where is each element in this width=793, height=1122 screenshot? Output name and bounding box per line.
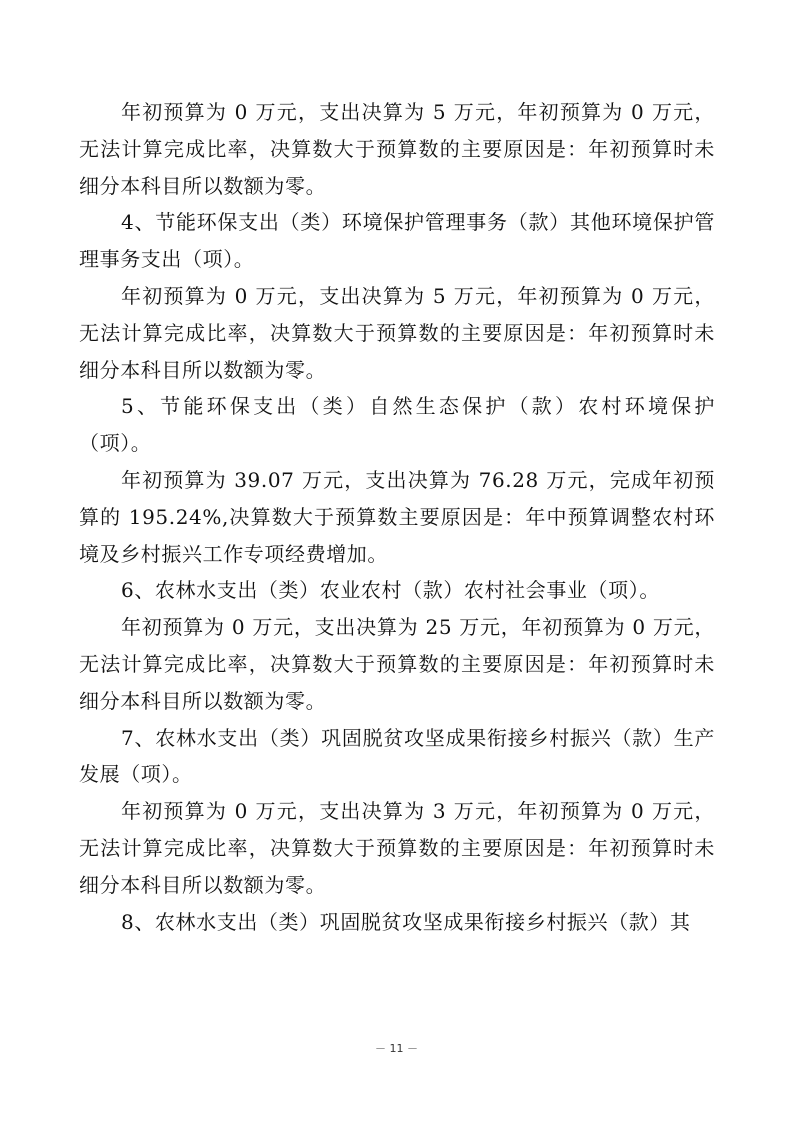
paragraph: 年初预算为 39.07 万元，支出决算为 76.28 万元，完成年初预算的 195.24%,决算数大于预算数主要原因是：年中预算调整农村环境及乡村振兴工作专项经费增加。 bbox=[79, 467, 715, 566]
paragraph: 年初预算为 0 万元，支出决算为 5 万元，年初预算为 0 万元，无法计算完成比率，决算数大于预算数的主要原因是：年初预算时未细分本科目所以数额为零。 bbox=[79, 100, 715, 198]
paragraph: 年初预算为 0 万元，支出决算为 5 万元，年初预算为 0 万元，无法计算完成比率，决算数大于预算数的主要原因是：年初预算时未细分本科目所以数额为零。 bbox=[79, 283, 715, 382]
page-number: － 11 － bbox=[375, 1042, 418, 1055]
section-heading: 7、农林水支出（类）巩固脱贫攻坚成果衔接乡村振兴（款）生产发展（项）。 bbox=[79, 725, 715, 787]
paragraph: 年初预算为 0 万元，支出决算为 25 万元，年初预算为 0 万元，无法计算完成比率，决算数大于预算数的主要原因是：年初预算时未细分本科目所以数额为零。 bbox=[79, 615, 715, 713]
section-heading: 4、节能环保支出（类）环境保护管理事务（款）其他环境保护管理事务支出（项）。 bbox=[79, 210, 715, 272]
section-heading: 5、节能环保支出（类）自然生态保护（款）农村环境保护（项）。 bbox=[79, 394, 715, 456]
paragraph: 年初预算为 0 万元，支出决算为 3 万元，年初预算为 0 万元，无法计算完成比率，决算数大于预算数的主要原因是：年初预算时未细分本科目所以数额为零。 bbox=[79, 799, 715, 897]
document-body bbox=[79, 94, 715, 940]
section-heading: 6、农林水支出（类）农业农村（款）农村社会事业（项）。 bbox=[121, 578, 660, 603]
section-heading: 8、农林水支出（类）巩固脱贫攻坚成果衔接乡村振兴（款）其 bbox=[121, 909, 691, 934]
